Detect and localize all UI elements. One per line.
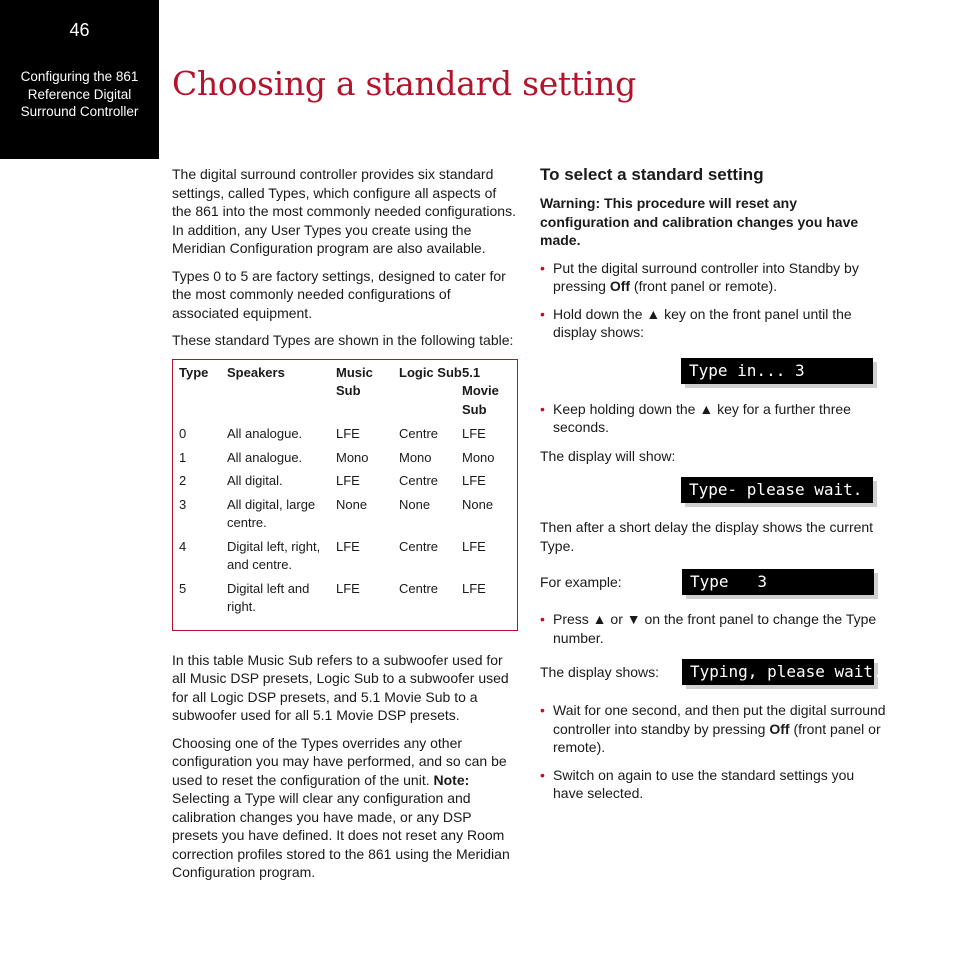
display-caption: The display shows: xyxy=(540,664,660,680)
bullet-text-part: (front panel or remote). xyxy=(553,720,881,755)
display-caption: The display will show: xyxy=(540,447,676,464)
table-row xyxy=(179,580,511,622)
table-cell: Centre xyxy=(399,580,439,596)
display-caption: For example: xyxy=(540,574,622,590)
table-row xyxy=(179,449,511,473)
column-header: Music Sub xyxy=(336,364,373,398)
table-cell: Mono xyxy=(336,449,369,465)
bullet-item xyxy=(540,766,886,803)
bullet-text xyxy=(553,701,886,757)
types-table-box xyxy=(172,359,518,631)
table-cell: LFE xyxy=(336,426,360,441)
section-label xyxy=(0,68,159,121)
right-column xyxy=(540,165,886,803)
table-row xyxy=(179,472,511,496)
display-readout: Typing, please wait. xyxy=(682,659,874,685)
section-label-line: Reference Digital xyxy=(27,86,132,102)
table-cell: All digital. xyxy=(227,473,283,488)
paragraph-text: Then after a short delay the display shows the current Type. xyxy=(540,519,874,554)
key-name: Off xyxy=(609,278,631,294)
bullet-text: Keep holding down the ▲ key for a further three seconds. xyxy=(553,400,851,435)
column-header: 5.1 Movie Sub xyxy=(462,364,499,417)
bullet-text-part: Wait for one second, and then put the digital surround controller into standby by pressing xyxy=(553,702,886,737)
section-heading: To select a standard setting xyxy=(540,165,764,184)
page-title: Choosing a standard setting xyxy=(172,64,636,103)
table-cell: 3 xyxy=(179,496,187,512)
bullet-dot: • xyxy=(540,611,545,627)
bullet-dot: • xyxy=(540,400,545,417)
table-cell: Digital left and right. xyxy=(227,580,310,614)
paragraph-text: Selecting a Type will clear any configuration and calibration changes you have made, or any DSP presets you have defined. It does not reset any Room correction profiles stored to the 861 using the Meridian Configuration program. xyxy=(172,790,510,880)
table-cell: LFE xyxy=(462,580,486,596)
table-cell: Centre xyxy=(399,426,439,441)
table-row xyxy=(179,496,511,538)
bullet-item xyxy=(540,400,886,437)
table-cell: LFE xyxy=(462,473,486,488)
table-cell: LFE xyxy=(336,538,360,554)
explanation-section xyxy=(172,651,518,882)
display-row xyxy=(540,659,886,685)
note-label: Note: xyxy=(433,771,470,788)
intro-paragraph: The digital surround controller provides six standard settings, called Types, which configure all aspects of the 861 into the most commonly needed configurations. In addition, any User Types you create using the Meridian Configuration program are also available. xyxy=(172,166,516,256)
bullet-dot: • xyxy=(540,766,545,783)
table-cell: 1 xyxy=(179,449,187,465)
sidebar-block xyxy=(0,0,159,159)
page-number: 46 xyxy=(69,20,90,40)
table-cell: LFE xyxy=(462,538,486,554)
bullet-item xyxy=(540,259,886,296)
table-cell: All analogue. xyxy=(227,426,303,441)
table-row xyxy=(179,538,511,580)
table-header-row xyxy=(179,364,511,426)
warning-text: Warning: This procedure will reset any configuration and calibration changes you have made. xyxy=(540,195,859,248)
display-readout: Type- please wait. xyxy=(681,477,873,503)
table-cell: LFE xyxy=(462,426,486,441)
section-label-line: Configuring the 861 xyxy=(20,69,139,84)
table-cell: Centre xyxy=(399,473,439,488)
example-row xyxy=(540,569,886,595)
bullet-text: Press ▲ or ▼ on the front panel to change the Type number. xyxy=(553,611,877,646)
table-cell: Centre xyxy=(399,538,439,554)
explanation-paragraph xyxy=(172,734,518,882)
types-table xyxy=(179,364,511,622)
explanation-paragraph: In this table Music Sub refers to a subwoofer used for all Music DSP presets, Logic Sub to a subwoofer used for all Logic DSP presets, and 5.1 Movie Sub to a subwoofer used for all 5.1 Movie DSP presets. xyxy=(172,651,509,723)
table-cell: LFE xyxy=(336,580,360,596)
column-header: Logic Sub xyxy=(399,364,462,380)
bullet-dot: • xyxy=(540,702,545,718)
table-cell: 2 xyxy=(179,473,187,488)
table-cell: None xyxy=(399,496,431,512)
bullet-text: Switch on again to use the standard settings you have selected. xyxy=(553,766,855,801)
table-cell: None xyxy=(462,496,494,512)
bullet-text-part: (front panel or remote). xyxy=(633,278,778,294)
table-cell: 4 xyxy=(179,538,187,554)
bullet-item xyxy=(540,305,886,342)
display-readout: Type 3 xyxy=(682,569,874,595)
column-header: Type xyxy=(179,364,209,380)
table-cell: None xyxy=(336,496,368,512)
table-cell: LFE xyxy=(336,473,360,488)
intro-paragraph: Types 0 to 5 are factory settings, designed to cater for the most commonly needed configurations of associated equipment. xyxy=(172,267,506,321)
bullet-dot: • xyxy=(540,305,545,322)
bullet-text: Hold down the ▲ key on the front panel until the display shows: xyxy=(553,305,852,340)
left-column xyxy=(172,165,518,891)
table-cell: Mono xyxy=(462,449,495,465)
bullet-dot: • xyxy=(540,259,545,276)
section-label-line: Surround Controller xyxy=(20,104,139,119)
intro-paragraph: These standard Types are shown in the following table: xyxy=(172,332,514,348)
table-cell: All digital, large centre. xyxy=(227,496,316,530)
table-row xyxy=(179,425,511,449)
paragraph-text: Choosing one of the Types overrides any other configuration you may have performed, and so can be used to reset the configuration of the unit. xyxy=(172,734,507,788)
table-cell: All analogue. xyxy=(227,449,303,465)
bullet-item xyxy=(540,610,886,647)
key-name: Off xyxy=(769,720,790,737)
table-cell: Mono xyxy=(399,449,432,465)
table-cell: 0 xyxy=(179,426,187,441)
table-cell: Digital left, right, and centre. xyxy=(227,538,321,572)
bullet-text-part: Put the digital surround controller into Standby by pressing xyxy=(553,259,859,294)
column-header: Speakers xyxy=(227,364,285,380)
table-cell: 5 xyxy=(179,580,187,596)
intro-section xyxy=(172,165,518,350)
bullet-text xyxy=(553,259,886,296)
bullet-item xyxy=(540,701,886,757)
display-readout: Type in... 3 xyxy=(681,358,873,384)
